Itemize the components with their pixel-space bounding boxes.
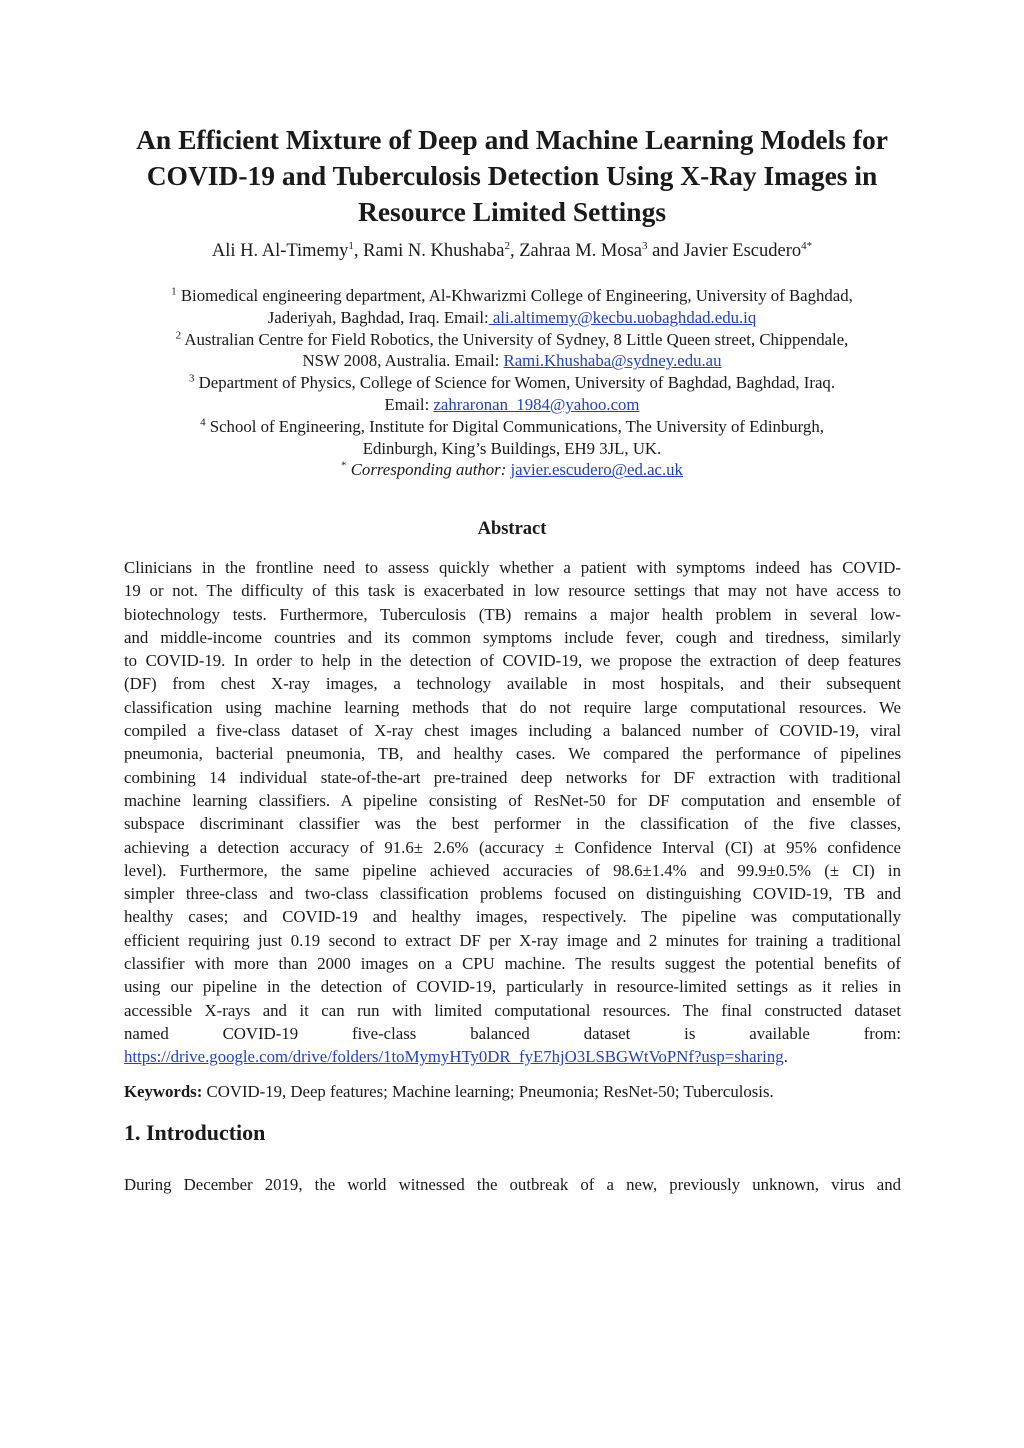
affiliation-line: NSW 2008, Australia. Email: Rami.Khushaba@sydney.edu.au xyxy=(302,351,722,371)
introduction-text: During December 2019, the world witnessed the outbreak of a new, previously unknown, virus and xyxy=(124,1175,901,1194)
dataset-link[interactable]: https://drive.google.com/drive/folders/1toMymyHTy0DR_fyE7hjO3LSBGWtVoPNf?usp=sharing xyxy=(124,1047,784,1067)
abstract-line: achieving a detection accuracy of 91.6± 2.6% (accuracy ± Confidence Interval (CI) at 95% confidence xyxy=(124,837,901,857)
affiliation-line: $^2$ Australian Centre for Field Robotics, the University of Sydney, 8 Little Queen street, Chippendale, xyxy=(175,329,849,349)
email-link[interactable]: ali.altimemy@kecbu.uobaghdad.edu.iq xyxy=(488,307,757,327)
title-line: An Efficient Mixture of Deep and Machine Learning Models for xyxy=(136,124,888,155)
abstract-line: compiled a five-class dataset of X-ray chest images including a balanced number of COVID-19, viral xyxy=(124,721,901,741)
keywords-text: COVID-19, Deep features; Machine learning; Pneumonia; ResNet-50; Tuberculosis. xyxy=(202,1082,774,1101)
email-link[interactable]: zahraronan_1984@yahoo.com xyxy=(433,394,640,414)
corresponding-mark: * xyxy=(341,459,347,472)
title-line: Resource Limited Settings xyxy=(357,196,667,227)
corresponding-label: Corresponding author: xyxy=(346,460,511,480)
author-name: Javier Escudero xyxy=(683,241,802,261)
author-name: Ali H. Al-Timemy xyxy=(211,241,349,261)
abstract-line: to COVID-19. In order to help in the detection of COVID-19, we propose the extraction of deep features xyxy=(124,651,901,671)
affiliation-line: $^1$ Biomedical engineering department, Al-Khwarizmi College of Engineering, University of Baghdad, xyxy=(171,285,853,305)
keywords-label: Keywords: xyxy=(124,1082,203,1101)
affiliation-line: $^4$ School of Engineering, Institute for Digital Communications, The University of Edinburgh, xyxy=(200,416,824,436)
author-affiliation-mark: 4* xyxy=(801,239,813,252)
corresponding-author xyxy=(110,459,914,481)
abstract-line: named COVID-19 five-class balanced dataset is available from: xyxy=(124,1023,901,1043)
abstract-line: machine learning classifiers. A pipeline consisting of ResNet-50 for DF computation and ensemble of xyxy=(124,790,901,810)
affiliation-number: 3 xyxy=(188,372,195,385)
affiliations xyxy=(110,285,914,481)
author-affiliation-mark: 1 xyxy=(348,239,354,252)
affiliation-number: 1 xyxy=(171,285,177,298)
abstract-body xyxy=(124,556,901,1069)
abstract-line: pneumonia, bacterial pneumonia, TB, and healthy cases. We compared the performance of pipelines xyxy=(124,744,901,764)
abstract-line: efficient requiring just 0.19 second to extract DF per X-ray image and 2 minutes for training a traditional xyxy=(124,930,901,950)
author-list xyxy=(110,238,914,264)
abstract-line: subspace discriminant classifier was the best performer in the classification of the five classes, xyxy=(124,814,901,834)
email-link[interactable]: Rami.Khushaba@sydney.edu.au xyxy=(503,351,722,371)
abstract-line: using our pipeline in the detection of COVID-19, particularly in resource-limited settings as it relies in xyxy=(124,977,901,997)
abstract-line: classification using machine learning methods that do not require large computational resources. We xyxy=(124,697,901,717)
abstract-line: level). Furthermore, the same pipeline achieved accuracies of 98.6±1.4% and 99.9±0.5% (± CI) in xyxy=(124,860,901,880)
abstract-line: https://drive.google.com/drive/folders/1toMymyHTy0DR_fyE7hjO3LSBGWtVoPNf?usp=sharing. xyxy=(124,1047,788,1067)
affiliation-line: Email: zahraronan_1984@yahoo.com xyxy=(384,394,640,414)
abstract-line: (DF) from chest X-ray images, a technology available in most hospitals, and their subsequent xyxy=(124,674,901,694)
abstract-line: classifier with more than 2000 images on a CPU machine. The results suggest the potential benefits of xyxy=(124,954,901,974)
paper-title xyxy=(110,122,914,230)
title-line: COVID-19 and Tuberculosis Detection Using X-Ray Images in xyxy=(146,160,878,191)
author-name: Zahraa M. Mosa xyxy=(519,241,643,261)
author-separator: and xyxy=(647,241,684,261)
abstract-line: 19 or not. The difficulty of this task is exacerbated in low resource settings that may not have access to xyxy=(124,581,901,601)
author-affiliation-mark: 3 xyxy=(642,239,648,252)
affiliation-number: 2 xyxy=(175,329,182,341)
affiliation-number: 4 xyxy=(200,416,206,429)
author-name: Rami N. Khushaba xyxy=(363,241,505,261)
affiliation-line: Jaderiyah, Baghdad, Iraq. Email: ali.altimemy@kecbu.uobaghdad.edu.iq xyxy=(267,307,757,327)
section-heading-introduction: 1. Introduction xyxy=(124,1120,266,1145)
author-separator: , xyxy=(353,241,364,261)
abstract-line: simpler three-class and two-class classification problems focused on distinguishing COVID-19, TB and xyxy=(124,884,901,904)
abstract-line: accessible X-rays and it can run with limited computational resources. The final constructed dataset xyxy=(124,1000,901,1020)
author-affiliation-mark: 2 xyxy=(504,239,510,252)
keywords xyxy=(124,1080,901,1103)
abstract-line: Clinicians in the frontline need to assess quickly whether a patient with symptoms indeed has COVID- xyxy=(124,558,901,577)
abstract-line: healthy cases; and COVID-19 and healthy images, respectively. The pipeline was computationally xyxy=(124,907,901,927)
abstract-line: biotechnology tests. Furthermore, Tuberculosis (TB) remains a major health problem in several low- xyxy=(124,604,901,624)
affiliation-line: $^3$ Department of Physics, College of Science for Women, University of Baghdad, Baghdad, Iraq. xyxy=(188,372,836,393)
abstract-line: combining 14 individual state-of-the-art pre-trained deep networks for DF extraction with traditional xyxy=(124,767,901,787)
abstract-heading: Abstract xyxy=(477,519,547,539)
email-link[interactable]: javier.escudero@ed.ac.uk xyxy=(510,460,683,480)
affiliation-line: Edinburgh, King’s Buildings, EH9 3JL, UK. xyxy=(362,438,662,458)
abstract-line: and middle-income countries and its common symptoms include fever, cough and tiredness, similarly xyxy=(124,627,901,647)
author-separator: , xyxy=(509,241,520,261)
